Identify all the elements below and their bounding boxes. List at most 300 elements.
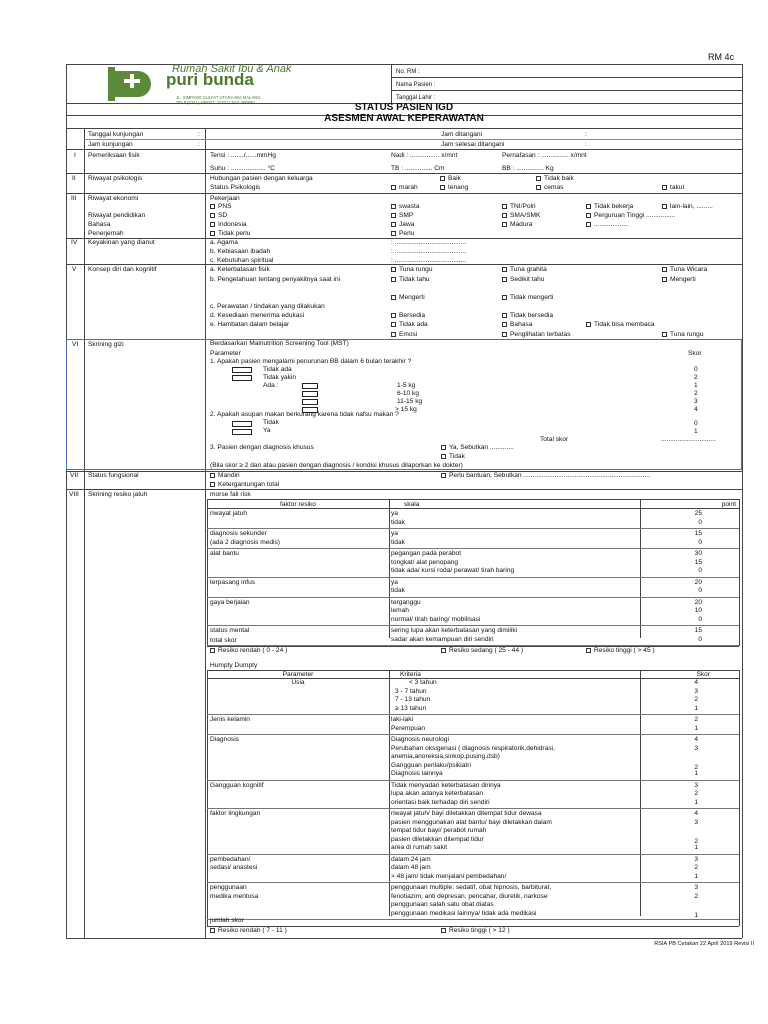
checkbox-label: Tidak perlu [218,230,251,237]
hospital-script-name: Rumah Sakit Ibu & Anak [172,63,292,75]
belief-field[interactable]: : ....................................... [391,239,467,246]
mst-note: (Bila skor ≥ 2 dan atau pasien dengan diagnosis / kondisi khusus dilaporkan ke dokter) [210,462,463,469]
mst-option: Tidak ada [263,366,292,373]
morse-header: skala [404,501,420,508]
title-bottom-line [66,128,742,129]
checkbox-label: Tuna Wicara [670,266,708,273]
translator-option[interactable] [210,230,250,238]
morse-scale: ya [391,578,398,586]
humpty-criteria: Tidak menyadari keterbatasan dirinya [391,781,501,789]
morse-top-line [207,499,739,500]
morse-scale: tidak [391,518,405,526]
checkbox[interactable] [502,267,507,272]
mst-option: Tidak yakin [263,374,297,381]
morse-header: faktor resiko [280,501,316,508]
humpty-criteria: Diagnosis lainnya [391,770,443,777]
checkbox[interactable] [391,313,396,318]
checkbox-label: SMP [399,212,414,219]
morse-risk-high[interactable] [586,647,655,655]
mst-checkbox[interactable] [302,383,318,389]
morse-point: 0 [698,635,702,643]
barrier-option[interactable] [502,321,532,329]
education-label: Riwayat pendidikan [88,212,146,219]
checkbox-label: Jawa [399,221,415,228]
humpty-parameter: Usia [291,679,305,686]
section-number: II [72,175,76,182]
humpty-criteria: tempat tidur bayi/ perabot rumah [391,827,487,834]
psych-option[interactable] [440,184,468,192]
morse-row-line [207,597,739,598]
checkbox[interactable] [441,648,446,653]
language-option[interactable] [502,221,532,229]
humpty-score: 3 [694,818,698,826]
section-number: VI [72,341,79,348]
morse-scale: normal/ tirah baring/ mobilisasi [391,615,481,623]
checkbox[interactable] [391,322,396,327]
mst-score: 2 [694,390,698,397]
checkbox[interactable] [391,277,396,282]
education-willing-option[interactable] [391,312,425,320]
checkbox[interactable] [391,204,396,209]
checkbox[interactable] [586,213,591,218]
checkbox[interactable] [502,213,507,218]
mst-score: 1 [694,428,698,435]
checkbox[interactable] [502,322,507,327]
checkbox-label: Bersedia [399,312,426,319]
morse-left-line [207,499,208,646]
checkbox[interactable] [391,213,396,218]
checkbox-label: Tidak tahu [399,276,430,283]
checkbox[interactable] [662,267,667,272]
mst-question-2: 2. Apakah asupan makan berkurang karena tidak nafsu makan ? [210,411,399,418]
patient-row-line [391,77,742,78]
section-number: I [74,152,76,159]
checkbox[interactable] [210,231,215,236]
humpty-criteria: riwayat jatuh/ bayi diletakkan ditempat tidur dewasa [391,810,542,817]
humpty-row-line [207,714,739,715]
morse-factor: terpasang infus [210,578,256,586]
checkbox-label: Resiko tinggi ( > 45 ) [594,647,655,654]
mst-checkbox[interactable] [232,367,252,373]
humpty-score: 2 [694,790,698,797]
checkbox-label: Tuna rungu [399,266,433,273]
colon: : [585,131,587,138]
psych-option[interactable] [662,184,684,192]
humpty-score: 1 [694,798,698,806]
label-column-line [205,128,206,938]
humpty-criteria: 7 - 13 tahun [395,696,431,703]
weight-field: BB : ............... Kg [502,165,554,172]
humpty-criteria: fenotiazim, anti depresan, pencahar, diuretik, narkose [391,892,548,900]
frame-left [66,64,67,938]
checkbox[interactable] [440,185,445,190]
mst-checkbox[interactable] [232,429,252,435]
checkbox-label: Tuna rungu [670,331,704,338]
checkbox[interactable] [586,648,591,653]
checkbox[interactable] [502,222,507,227]
section-number: III [71,195,77,202]
section-line [66,489,742,490]
checkbox-label: lain-lain, ......... [670,203,713,210]
checkbox[interactable] [586,204,591,209]
pulse-field: Nadi : ................ x/mnt [391,152,458,159]
mst-score: 3 [694,398,698,405]
section-label: Keyakinan yang dianut [88,239,155,246]
psych-option[interactable] [536,184,563,192]
checkbox[interactable] [391,231,396,236]
humpty-score: 2 [694,716,698,723]
barrier-option[interactable] [502,331,571,339]
functional-independent[interactable] [210,472,240,480]
translator-option[interactable] [391,230,414,238]
section-label: Pemeriksaan fisik [88,152,140,159]
checkbox[interactable] [502,204,507,209]
checkbox[interactable] [586,222,591,227]
mst-score: 4 [694,406,698,413]
checkbox[interactable] [210,473,215,478]
humpty-row-line [207,919,739,920]
checkbox[interactable] [502,295,507,300]
special-diagnosis-yes[interactable] [441,444,514,452]
humpty-parameter: Jenis kelamin [210,716,250,723]
knowledge-label: b. Pengetahuan tentang penyakitnya saat ini [210,276,341,283]
height-field: TB : ............... Cm [391,165,445,172]
humpty-criteria: pasien diletakkan ditempat tidur [391,835,484,843]
humpty-criteria: orientasi baik terhadap diri sendiri [391,798,490,806]
section-line [66,264,742,265]
belief-item: c. Kebutuhan spiritual [210,257,274,264]
humpty-criteria: ≥ 13 tahun [395,704,427,712]
checkbox[interactable] [210,213,215,218]
frame-bottom [66,938,742,939]
humpty-header: Skor [696,671,710,678]
language-label: Bahasa [88,221,111,228]
mst-checkbox[interactable] [302,399,318,405]
hospital-address: JL. SIMPANG SULFAT UTARA 60A MALANG [176,95,261,100]
form-revision-footer: RSIA PB Cetakan 22 April 2019 Revisi II [654,941,754,947]
barrier-option[interactable] [391,331,417,339]
special-diagnosis-no[interactable] [441,453,465,461]
mst-checkbox[interactable] [232,421,252,427]
humpty-score: 3 [694,687,698,695]
checkbox-label: tenang [448,184,469,191]
mst-score: 2 [694,374,698,381]
mst-score: 0 [694,366,698,373]
checkbox-label: Indonesia [218,221,247,228]
morse-point: 20 [694,598,702,606]
humpty-criteria: anemia,anoreksia,sinkop,pusing,dsb) [391,753,500,760]
barrier-option[interactable] [662,331,703,339]
section-label: Riwayat psikologis [88,175,143,182]
humpty-criteria: Perempuan [391,724,426,732]
checkbox-label: Resiko sedang ( 25 - 44 ) [449,647,524,654]
patient-row-line [391,90,742,91]
morse-scale: lemah [391,607,409,614]
education-option[interactable] [391,212,413,220]
humpty-score: 4 [694,679,698,686]
humpty-risk-high[interactable] [441,927,510,935]
humpty-criteria: penggunaan multiple: sedatif, obat hipnosis, barbiturat, [391,884,552,891]
learning-barrier-label: e. Hambatan dalam belajar [210,321,290,328]
morse-col-line [389,499,390,638]
morse-point: 15 [694,530,702,537]
mst-option: Tidak [263,419,279,426]
checkbox[interactable] [391,185,396,190]
morse-point: 0 [698,538,702,546]
functional-dependent[interactable] [210,481,279,489]
humpty-header: Parameter [282,671,314,678]
colon: : [198,141,200,148]
checkbox[interactable] [586,322,591,327]
morse-row-line [207,625,739,626]
belief-item: a. Agama [210,239,238,246]
humpty-parameter: pembedahan/ [210,855,251,863]
occupation-option[interactable] [502,203,536,211]
morse-point: 0 [698,567,702,574]
checkbox[interactable] [441,454,446,459]
checkbox[interactable] [662,277,667,282]
humpty-score: 1 [694,872,698,880]
checkbox-label: Tidak [449,453,465,460]
family-relation-label: Hubungan pasien dengan keluarga [210,175,313,182]
education-option[interactable] [502,212,540,220]
checkbox[interactable] [536,185,541,190]
morse-factor: gaya berjalan [210,598,250,606]
humpty-score: 1 [694,704,698,712]
checkbox-label: Mengerti [670,276,696,283]
section-label: Riwayat ekonomi [88,195,139,202]
education-option[interactable] [210,212,227,220]
section-label: Status fungsional [88,472,139,479]
section-number: V [72,266,77,273]
humpty-score: 4 [694,736,698,743]
form-title: STATUS PASIEN IGD [354,102,454,113]
morse-point: 15 [694,627,702,634]
checkbox[interactable] [441,473,446,478]
mst-weight-loss-label: Ada : [263,382,279,389]
humpty-criteria: penggunaan medikasi lainnya/ tidak ada medikasi [391,909,537,917]
mst-parameter-header: Parameter [210,350,241,357]
blood-pressure-field: Tensi : ......./......mmHg [210,152,276,159]
checkbox[interactable] [441,928,446,933]
checkbox[interactable] [210,222,215,227]
treatment-label: c. Perawatan / tindakan yang dilakukan [210,303,325,310]
functional-needs-help[interactable] [441,472,650,480]
morse-row-line [207,577,739,578]
checkbox[interactable] [391,222,396,227]
humpty-criteria: Diagnosis neurologi [391,736,449,743]
humpty-score: 2 [694,763,698,771]
morse-scale: sering lupa akan keterbatasan yang dimiliki [391,627,518,634]
mst-checkbox[interactable] [232,375,252,381]
occupation-option[interactable] [586,203,633,211]
mst-total-field[interactable]: .............................. [661,436,716,443]
checkbox-label: SD [218,212,228,219]
morse-risk-low[interactable] [210,647,287,655]
checkbox[interactable] [502,277,507,282]
checkbox[interactable] [210,928,215,933]
checkbox[interactable] [210,482,215,487]
mst-weight-option: > 15 kg [395,406,417,413]
education-willing-label: d. Kesediaan menerima edukasi [210,312,305,319]
respiration-field: Pernafasan : ............... x/mnt [502,152,587,159]
patient-name-field: Nama Pasien : [396,82,436,88]
physical-limit-option[interactable] [391,266,432,274]
checkbox[interactable] [662,332,667,337]
checkbox-label: Resiko rendah ( 7 - 11 ) [218,927,287,934]
checkbox-label: Mandiri [218,472,240,479]
mst-checkbox[interactable] [302,391,318,397]
visit-time-label: Jam kunjungan [88,141,133,148]
humpty-row-line [207,780,739,781]
knowledge-option[interactable] [502,276,544,284]
humpty-criteria: penggunaan salah satu obat diatas [391,901,494,908]
checkbox-label: Madura [510,221,533,228]
option-good[interactable] [440,175,461,183]
belief-field[interactable]: : ....................................... [391,257,467,264]
barrier-option[interactable] [586,321,655,329]
understanding-option[interactable] [502,294,553,302]
checkbox-label: swasta [399,203,420,210]
humpty-score: 3 [694,744,698,752]
understanding-option[interactable] [391,294,425,302]
language-option[interactable] [391,221,414,229]
belief-item: b. Kebiasaan ibadah [210,248,271,255]
temperature-field: Suhu : ................... °C [210,165,275,172]
barrier-option[interactable] [391,321,428,329]
section-number: IV [71,239,78,246]
checkbox[interactable] [662,185,667,190]
checkbox[interactable] [662,204,667,209]
mst-score-header: Skor [688,350,702,357]
section-label: Skrining resiko jatuh [88,491,148,498]
morse-scale: terganggu [391,598,421,606]
checkbox-label: Tidak bisa membaca [594,321,655,328]
physical-limit-option[interactable] [502,266,547,274]
morse-scale: ya [391,530,398,537]
morse-point: 30 [694,550,702,557]
humpty-score: 2 [694,696,698,703]
morse-total-label: total skor [210,637,237,644]
checkbox-label: Mengerti [399,294,425,301]
checkbox-label: Tuna grahita [510,266,547,273]
physical-limit-option[interactable] [662,266,707,274]
occupation-option[interactable] [662,203,713,211]
checkbox-label: marah [399,184,418,191]
checkbox[interactable] [210,648,215,653]
humpty-criteria: Perubahan oksigenasi ( diagnosis respiratorik,dehidrasi, [391,744,555,752]
hospital-logo [108,67,160,101]
section-line [66,173,742,174]
morse-row-line [207,548,739,549]
humpty-parameter: penggunaan [210,884,247,891]
checkbox[interactable] [536,176,541,181]
mst-weight-option: 1-5 kg [397,382,416,389]
morse-point: 20 [694,578,702,586]
handled-time-label: Jam ditangani [441,131,483,138]
section-number: VIII [69,491,79,498]
checkbox-label: TNI/Polri [510,203,536,210]
humpty-criteria: dalam 24 jam [391,855,431,863]
humpty-header: Kriteria [400,671,421,678]
morse-scale: tongkat/ alat penopang [391,558,459,566]
humpty-right-line [739,670,740,926]
section-number: VII [70,472,79,479]
morse-point: 0 [698,518,702,526]
checkbox-label: Ketergantungan total [218,481,280,488]
knowledge-option[interactable] [662,276,696,284]
humpty-criteria: lupa akan adanya keterbatasan [391,790,484,797]
translator-label: Penerjemah [88,230,124,237]
checkbox-label: Resiko rendah ( 0 - 24 ) [218,647,288,654]
language-option[interactable] [210,221,247,229]
psych-option[interactable] [391,184,418,192]
checkbox-label: Ya, Sebutkan ............. [449,444,514,451]
mst-title: Berdasarkan Malnutrition Screening Tool (MST) [210,340,349,347]
morse-point: 0 [698,587,702,594]
form-code: RM 4c [708,52,735,62]
checkbox[interactable] [391,267,396,272]
checkbox[interactable] [502,332,507,337]
checkbox[interactable] [391,295,396,300]
checkbox[interactable] [210,204,215,209]
checkbox-label: Penglihatan terbatas [510,331,571,338]
humpty-parameter: sedasi/ anastesi [210,864,258,871]
knowledge-option[interactable] [391,276,430,284]
checkbox[interactable] [441,445,446,450]
humpty-score: 2 [694,864,698,871]
checkbox-label: Perlu bantuan, Sebutkan ..................................................................... [449,472,650,479]
education-willing-option[interactable] [502,312,553,320]
mst-question-3: 3. Pasien dengan diagnosis khusus [210,444,314,451]
checkbox[interactable] [440,176,445,181]
patient-box-divider [391,64,392,103]
morse-factor: (ada 2 diagnosis medis) [210,538,281,546]
morse-header-line [207,508,739,509]
checkbox-label: Tidak bekerja [594,203,634,210]
checkbox[interactable] [502,313,507,318]
humpty-score: 3 [694,781,698,789]
morse-scale: pegangan pada perabot [391,550,462,557]
humpty-score: 2 [694,837,698,845]
morse-risk-medium[interactable] [441,647,523,655]
humpty-score: 1 [694,911,698,919]
morse-scale: tidak ada/ kursi roda/ perawat/ tirah baring [391,567,515,574]
belief-field[interactable]: : ....................................... [391,248,467,255]
language-option[interactable] [586,221,629,229]
morse-factor: status mental [210,627,250,634]
occupation-option[interactable] [391,203,420,211]
morse-row-line [207,528,739,529]
morse-title: morse fall risk [210,491,251,498]
checkbox[interactable] [391,332,396,337]
humpty-criteria: laki-laki [391,716,413,723]
occupation-option[interactable] [210,203,232,211]
humpty-total-label: jumlah skor [210,917,244,924]
education-option[interactable] [586,212,675,220]
morse-scale: tidak [391,587,405,594]
colon: : [585,141,587,148]
option-not-good[interactable] [536,175,574,183]
humpty-criteria: pasien menggunakan alat bantu/ bayi diletakkan dalam [391,818,552,826]
humpty-parameter: Diagnosis [210,736,239,743]
humpty-risk-low[interactable] [210,927,287,935]
checkbox-label: Resiko tinggi ( > 12 ) [449,927,510,934]
checkbox-label: Tidak mengerti [510,294,554,301]
humpty-criteria: area di rumah sakit [391,844,448,851]
morse-factor: riwayat jatuh [210,510,248,517]
form-subtitle: ASESMEN AWAL KEPERAWATAN [324,113,484,124]
